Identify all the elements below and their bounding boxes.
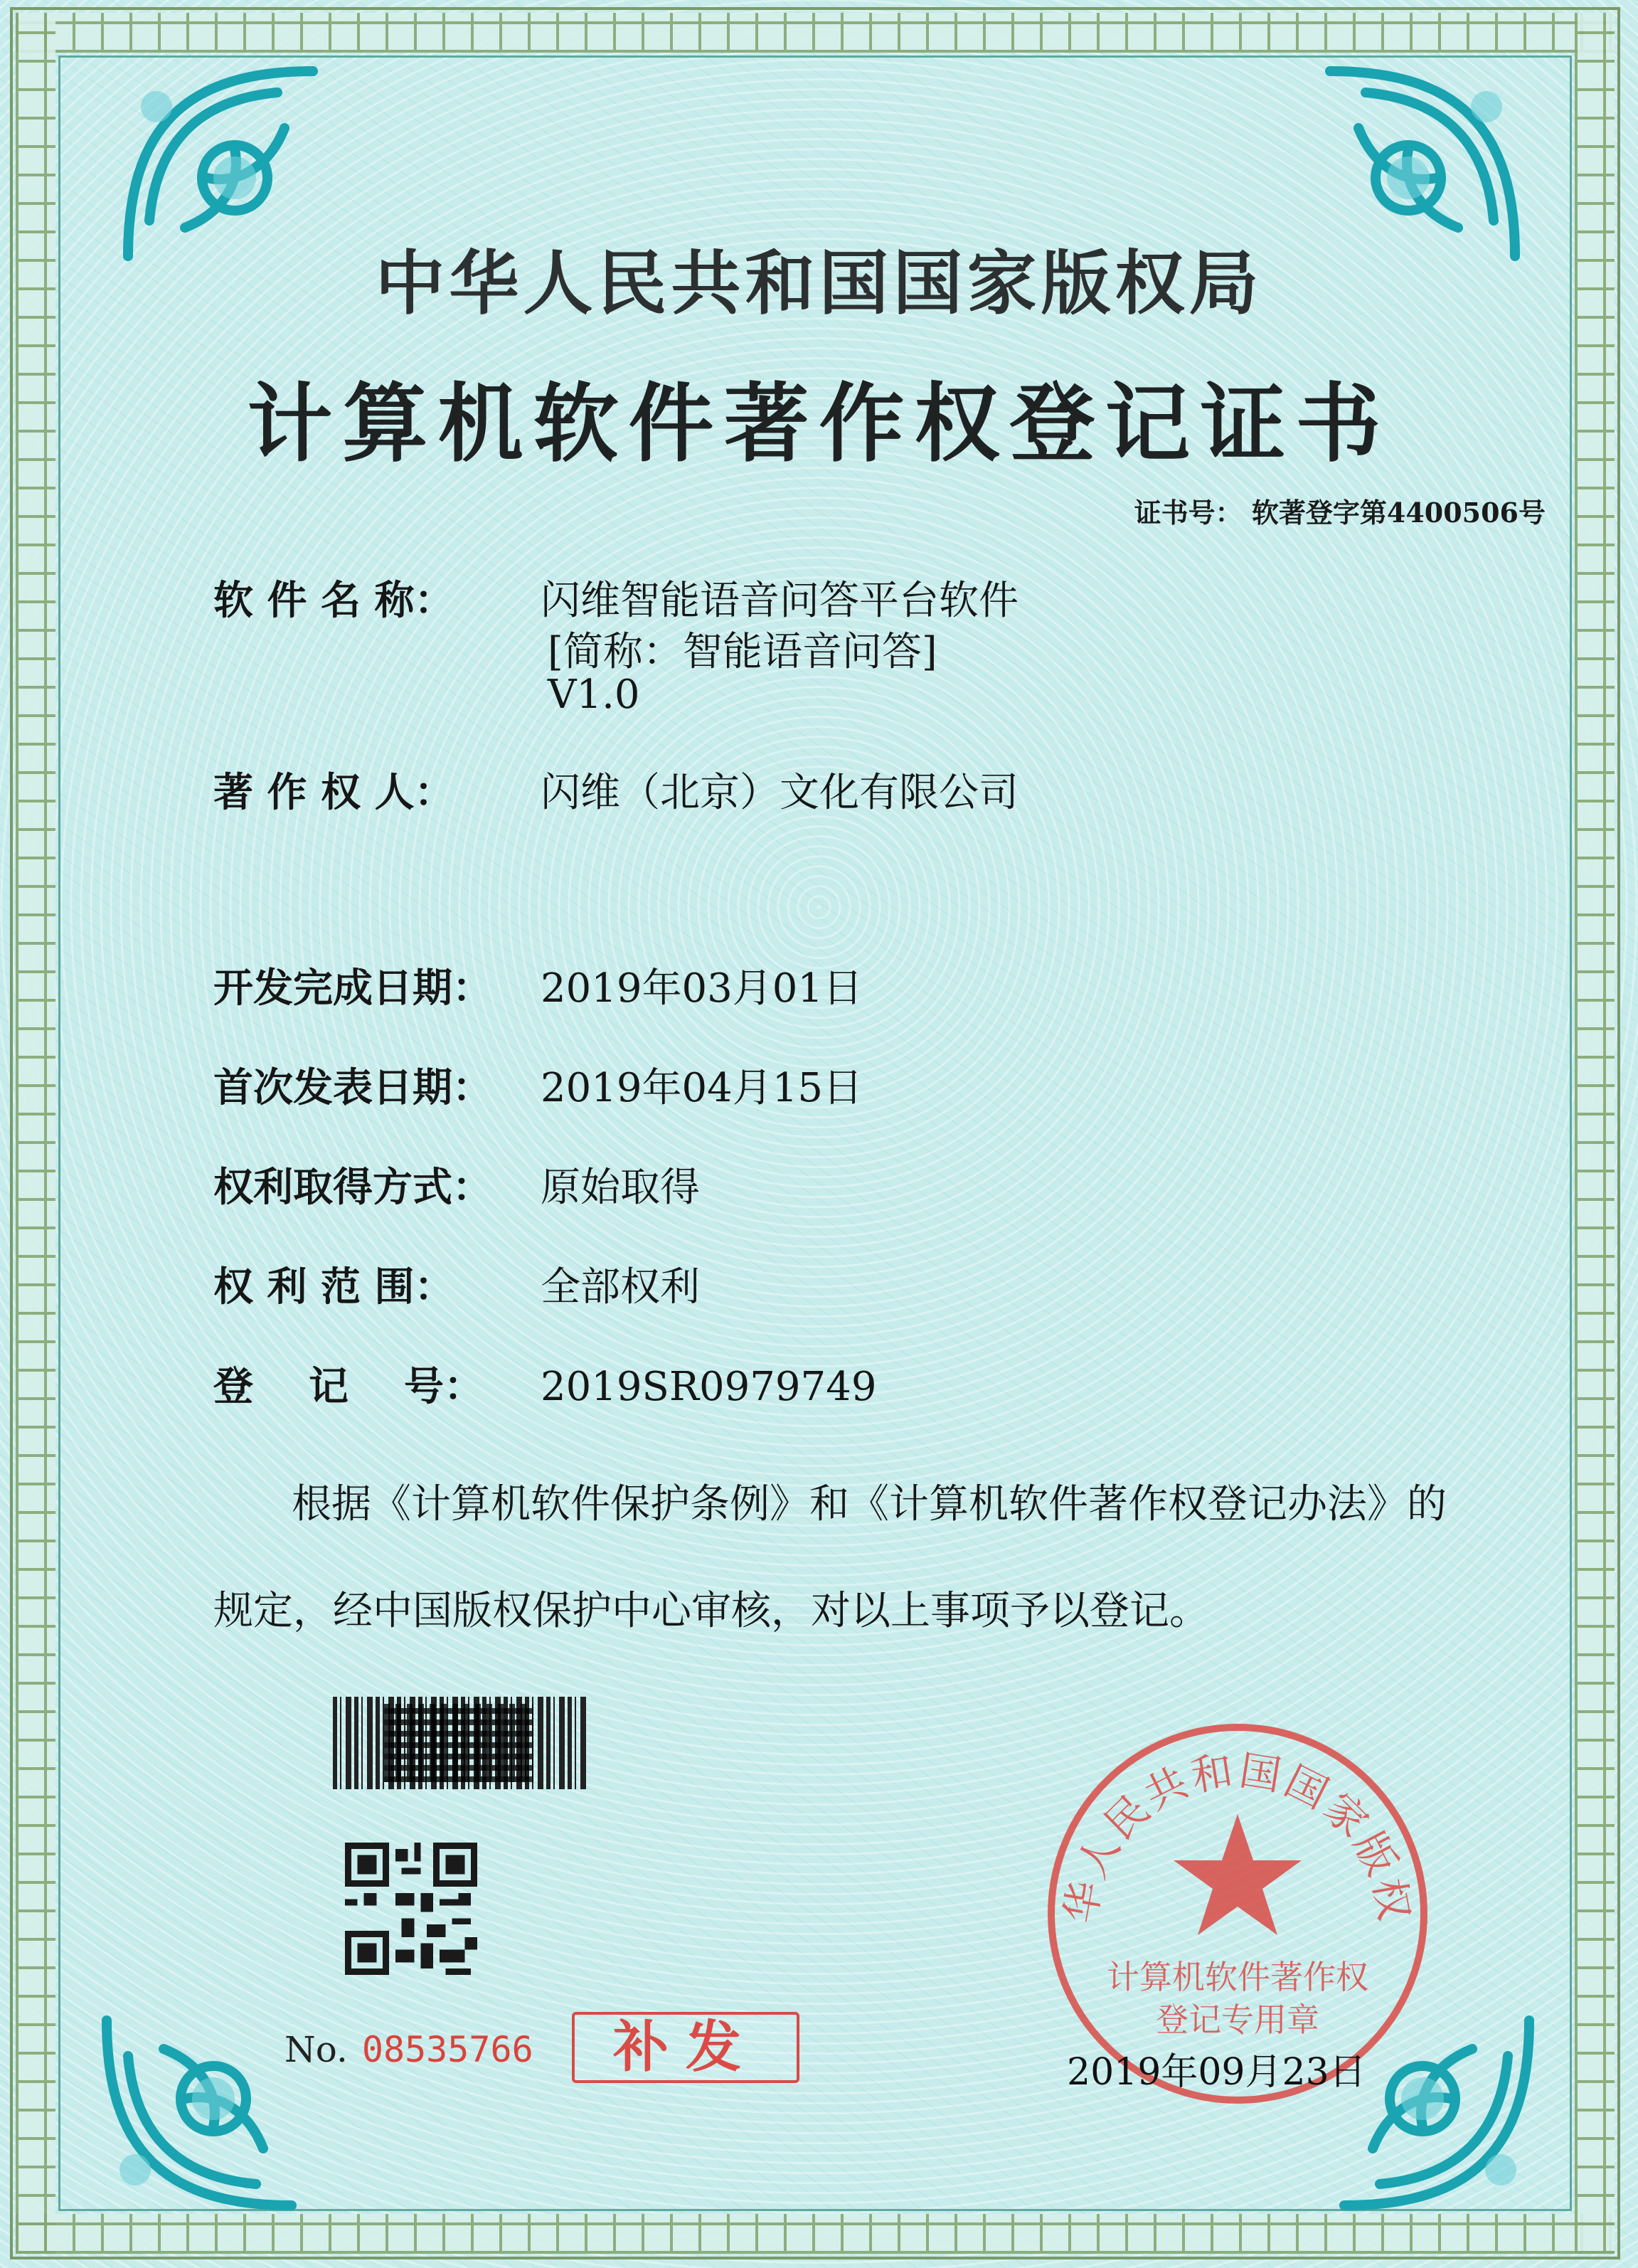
field-value: 全部权利 [541,1264,700,1310]
statement-line-1: 根据《计算机软件保护条例》和《计算机软件著作权登记办法》的 [292,1481,1447,1527]
field-value: 闪维（北京）文化有限公司 [541,770,1019,816]
field-label: 权利取得方式： [213,1164,492,1211]
software-short-name: [简称：智能语音问答] [548,629,937,675]
field-registration-number [213,1355,876,1412]
field-scope-of-rights [213,1256,700,1313]
serial-value: 08535766 [361,2029,533,2070]
reissue-stamp: 补发 [572,2012,799,2083]
field-first-publish-date [213,1056,863,1113]
certificate-number-value: 软著登字第4400506号 [1251,497,1546,529]
field-label: 开发完成日期： [213,965,492,1012]
field-label: 登 记 号： [213,1363,484,1410]
software-version: V1.0 [548,672,640,718]
field-label: 软 件 名 称： [213,577,454,624]
barcode-pattern [384,1704,533,1782]
corner-ornament-bottom-left [78,1992,320,2234]
seal-star-icon [1174,1814,1302,1935]
field-value: 原始取得 [541,1165,700,1211]
serial-prefix: No. [284,2029,348,2070]
seal-inner-line-2: 登记专用章 [1156,2001,1319,2039]
seal-inner-line-1: 计算机软件著作权 [1107,1958,1368,1996]
field-label: 首次发表日期： [213,1064,492,1111]
field-label: 权 利 范 围： [213,1263,454,1310]
field-acquisition-method [213,1156,700,1213]
field-value: 闪维智能语音问答平台软件 [541,578,1019,624]
field-completion-date [213,957,863,1014]
certificate-title: 计算机软件著作权登记证书 [247,373,1391,474]
seal-outer-text: 华人民共和国国家版权 [1055,1746,1420,1927]
field-value: 2019年04月15日 [541,1065,863,1111]
issue-date: 2019年09月23日 [1067,2051,1366,2094]
greek-key-border-left [16,13,55,2254]
field-value: 2019年03月01日 [541,965,863,1012]
qr-code [345,1843,477,1975]
serial-number [284,2029,533,2070]
field-label: 著 作 权 人： [213,769,454,816]
statement-line-2: 规定，经中国版权保护中心审核，对以上事项予以登记。 [213,1588,1209,1634]
issuing-authority: 中华人民共和国国家版权局 [375,243,1263,324]
field-software-name [213,569,1019,626]
field-value: 2019SR0979749 [541,1364,877,1410]
certificate-number-label: 证书号： [1134,497,1243,529]
certificate-number [1134,491,1546,530]
field-copyright-owner [213,761,1019,818]
greek-key-border-right [1575,13,1615,2254]
